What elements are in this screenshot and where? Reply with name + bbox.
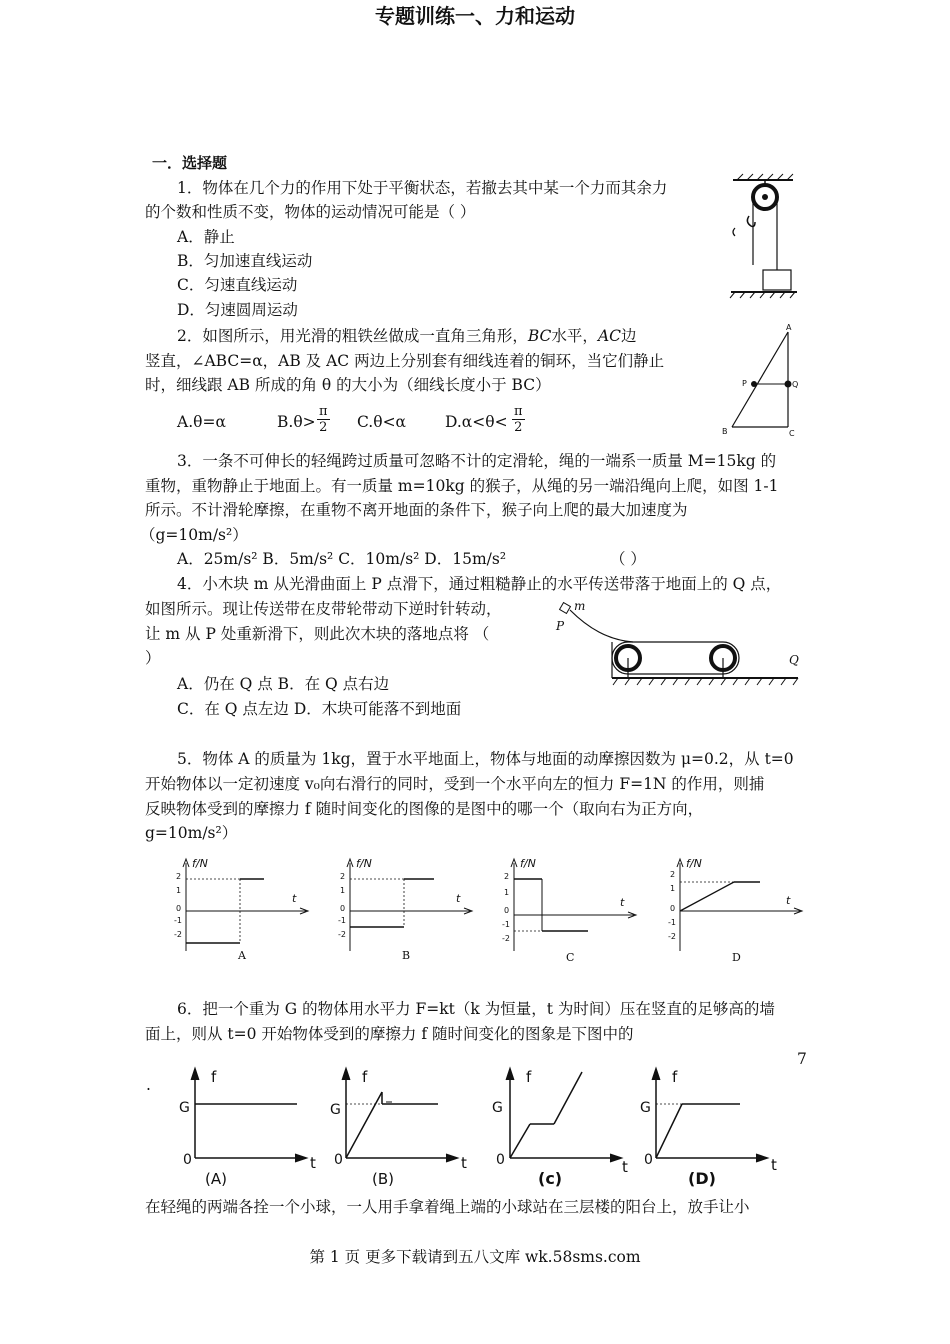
q2-line3: 时，细线跟 AB 所成的角 θ 的大小为（细线长度小于 BC） <box>145 376 551 394</box>
q2-option-d: D.α<θ< <box>445 413 508 431</box>
q1-option-a: A．静止 <box>177 228 235 246</box>
q2-frac-b <box>317 404 330 435</box>
q5d-tick-m2: -2 <box>668 932 676 941</box>
q6b-axis-t: t <box>461 1154 467 1172</box>
q6c-rise-2 <box>554 1072 582 1124</box>
q6d-rise <box>656 1104 682 1158</box>
conveyor-label-q: Q <box>789 653 799 667</box>
q3-line4: （g=10m/s²） <box>140 526 248 544</box>
q3-options: A．25m/s² B．5m/s² C．10m/s² D．15m/s² <box>177 550 507 568</box>
q5c-tick-1: 1 <box>504 888 510 897</box>
q6-line1: 6．把一个重为 G 的物体用水平力 F=kt（k 为恒量，t 为时间）压在竖直的足够高的墙 <box>177 1000 775 1018</box>
q2-frac-d <box>512 404 525 435</box>
q6-graph-b-t <box>461 1152 481 1172</box>
q5a-tick-m1: -1 <box>174 916 182 925</box>
q6a-axis-0: 0 <box>183 1152 192 1168</box>
q5d-axis-y: f/N <box>686 857 702 870</box>
q2-line1 <box>177 325 637 347</box>
q6c-caption: (c) <box>538 1169 563 1188</box>
q5d-tick-0: 0 <box>670 904 676 913</box>
q1-option-d: D．匀速圆周运动 <box>177 301 298 319</box>
q6d-caption: (D) <box>688 1169 716 1188</box>
q4-line4: ） <box>145 649 161 667</box>
q5a-tick-2: 2 <box>176 872 182 881</box>
q5a-tick-0: 0 <box>176 904 182 913</box>
q6b-caption: (B) <box>372 1170 394 1188</box>
q6-stray-number: 7 <box>797 1050 807 1068</box>
triangle-label-a: A <box>786 323 792 332</box>
q2-line2: 竖直，∠ABC=α，AB 及 AC 两边上分别套有细线连着的铜环，当它们静止 <box>145 352 665 370</box>
q6d-axis-0: 0 <box>644 1152 653 1168</box>
q1-line1: 1．物体在几个力的作用下处于平衡状态，若撤去其中某一个力而其余力 <box>177 179 668 197</box>
page-footer: 第 1 页 更多下载请到五八文库 wk.58sms.com <box>309 1248 641 1266</box>
q1-option-b: B．匀加速直线运动 <box>177 252 313 270</box>
conveyor-figure <box>548 598 803 688</box>
q5d-caption: D <box>732 951 741 964</box>
q5-line3: 反映物体受到的摩擦力 f 随时间变化的图像的是图中的哪一个（取向右为正方向， <box>145 800 704 818</box>
q5b-tick-m1: -1 <box>338 916 346 925</box>
conveyor-label-p: P <box>556 619 565 633</box>
q4-line1: 4．小木块 m 从光滑曲面上 P 点滑下，通过粗糙静止的水平传送带落于地面上的 Q 点， <box>177 575 782 593</box>
q5-line2: 开始物体以一定初速度 v₀向右滑行的同时，受到一个水平向左的恒力 F=1N 的作用，则捕 <box>145 775 765 793</box>
q1-line2: 的个数和性质不变，物体的运动情况可能是（ ） <box>145 203 476 221</box>
q6a-axis-f: f <box>211 1068 217 1086</box>
q4-options-cd: C．在 Q 点左边 D．木块可能落不到地面 <box>177 700 462 718</box>
q1-option-c: C．匀速直线运动 <box>177 276 298 294</box>
q5d-axis-x: t <box>786 894 791 907</box>
q6d-axis-t: t <box>771 1156 777 1174</box>
q6c-axis-g: G <box>492 1100 503 1116</box>
q5b-tick-1: 1 <box>340 886 346 895</box>
q6-line2: 面上，则从 t=0 开始物体受到的摩擦力 f 随时间变化的图象是下图中的 <box>145 1025 634 1043</box>
q5a-axis-y: f/N <box>192 857 208 870</box>
q6d-axis-g: G <box>640 1100 651 1116</box>
q6a-axis-t: t <box>310 1154 316 1172</box>
q5d-tick-2: 2 <box>670 870 676 879</box>
q5b-axis-y: f/N <box>356 857 372 870</box>
q5-graph-c <box>498 855 648 965</box>
q2-option-b-text: B.θ> <box>277 413 316 431</box>
q5b-axis-x: t <box>456 892 461 905</box>
triangle-label-b: B <box>722 427 728 436</box>
q2-line1-bc: BC <box>527 327 552 345</box>
q4-line3: 让 m 从 P 处重新滑下，则此次木块的落地点将 （ <box>145 625 490 643</box>
q5-line1: 5．物体 A 的质量为 1kg，置于水平地面上，物体与地面的动摩擦因数为 μ=0.2，从 t=0 <box>177 750 794 768</box>
q2-frac-b-num: π <box>319 404 328 419</box>
q5a-tick-m2: -2 <box>174 930 182 939</box>
q6c-axis-0: 0 <box>496 1152 505 1168</box>
q3-paren: （ ） <box>610 550 646 568</box>
q6c-axis-f: f <box>526 1068 532 1086</box>
q5-graph-a <box>170 855 320 965</box>
q6c-axis-t: t <box>622 1158 628 1176</box>
q5d-tick-1: 1 <box>670 884 676 893</box>
q5c-tick-m1: -1 <box>502 920 510 929</box>
q2-line1-text-a: 2．如图所示，用光滑的粗铁丝做成一直角三角形， <box>177 327 528 345</box>
q5-graph-d <box>664 855 814 965</box>
q5c-tick-0: 0 <box>504 906 510 915</box>
q2-line1-ac: AC <box>597 327 621 345</box>
q5c-axis-x: t <box>620 896 625 909</box>
triangle-figure <box>718 322 808 442</box>
conveyor-label-m: m <box>574 599 586 613</box>
q4-line2: 如图所示。现让传送带在皮带轮带动下逆时针转动， <box>145 600 502 618</box>
page-title: 专题训练一、力和运动 <box>375 4 575 28</box>
q5-line4: g=10m/s²） <box>145 824 238 842</box>
q2-frac-b-den: 2 <box>319 420 328 435</box>
q2-option-a: A.θ=α <box>177 413 226 431</box>
q5a-axis-x: t <box>292 892 297 905</box>
q2-frac-d-num: π <box>514 404 523 419</box>
section-heading: 一．选择题 <box>152 154 228 172</box>
q6-stray-dot: . <box>146 1076 151 1094</box>
q6d-axis-f: f <box>672 1068 678 1086</box>
q5d-tick-m1: -1 <box>668 918 676 927</box>
q5b-tick-0: 0 <box>340 904 346 913</box>
q3-line2: 重物，重物静止于地面上。有一质量 m=10kg 的猴子，从绳的另一端沿绳向上爬，如图 1-1 <box>145 477 779 495</box>
q6a-axis-g: G <box>179 1100 190 1116</box>
q6b-rise <box>346 1092 382 1158</box>
q2-line1-text-e: 边 <box>621 327 637 345</box>
q6a-caption: (A) <box>205 1170 227 1188</box>
q6b-axis-g: G <box>330 1102 341 1118</box>
q6b-axis-0: 0 <box>334 1152 343 1168</box>
q6-graph-d-t <box>771 1154 791 1174</box>
triangle-label-q: Q <box>792 380 799 389</box>
q5b-caption: B <box>402 949 411 962</box>
q5c-tick-2: 2 <box>504 872 510 881</box>
q7-line: 在轻绳的两端各拴一个小球，一人用手拿着绳上端的小球站在三层楼的阳台上，放手让小 <box>145 1198 750 1216</box>
q4-options-ab: A．仍在 Q 点 B．在 Q 点右边 <box>177 675 390 693</box>
q5a-tick-1: 1 <box>176 886 182 895</box>
q5b-tick-m2: -2 <box>338 930 346 939</box>
q2-option-b <box>277 411 316 433</box>
triangle-label-c: C <box>789 429 795 438</box>
q5-graph-b <box>334 855 484 965</box>
pulley-monkey-figure <box>725 170 800 300</box>
q3-line3: 所示。不计滑轮摩擦，在重物不离开地面的条件下，猴子向上爬的最大加速度为 <box>145 501 688 519</box>
triangle-label-p: P <box>742 379 747 388</box>
q6c-rise-1 <box>510 1124 530 1158</box>
q2-option-c: C.θ<α <box>357 413 407 431</box>
q5a-caption: A <box>238 949 246 962</box>
q5c-tick-m2: -2 <box>502 934 510 943</box>
q2-line1-text-c: 水平， <box>551 327 598 345</box>
q3-line1: 3．一条不可伸长的轻绳跨过质量可忽略不计的定滑轮，绳的一端系一质量 M=15kg 的 <box>177 452 777 470</box>
q5c-caption: C <box>566 951 575 964</box>
q5b-tick-2: 2 <box>340 872 346 881</box>
q6b-axis-f: f <box>362 1068 368 1086</box>
q5c-axis-y: f/N <box>520 857 536 870</box>
q2-frac-d-den: 2 <box>514 420 523 435</box>
q5d-segment-1 <box>680 882 734 911</box>
